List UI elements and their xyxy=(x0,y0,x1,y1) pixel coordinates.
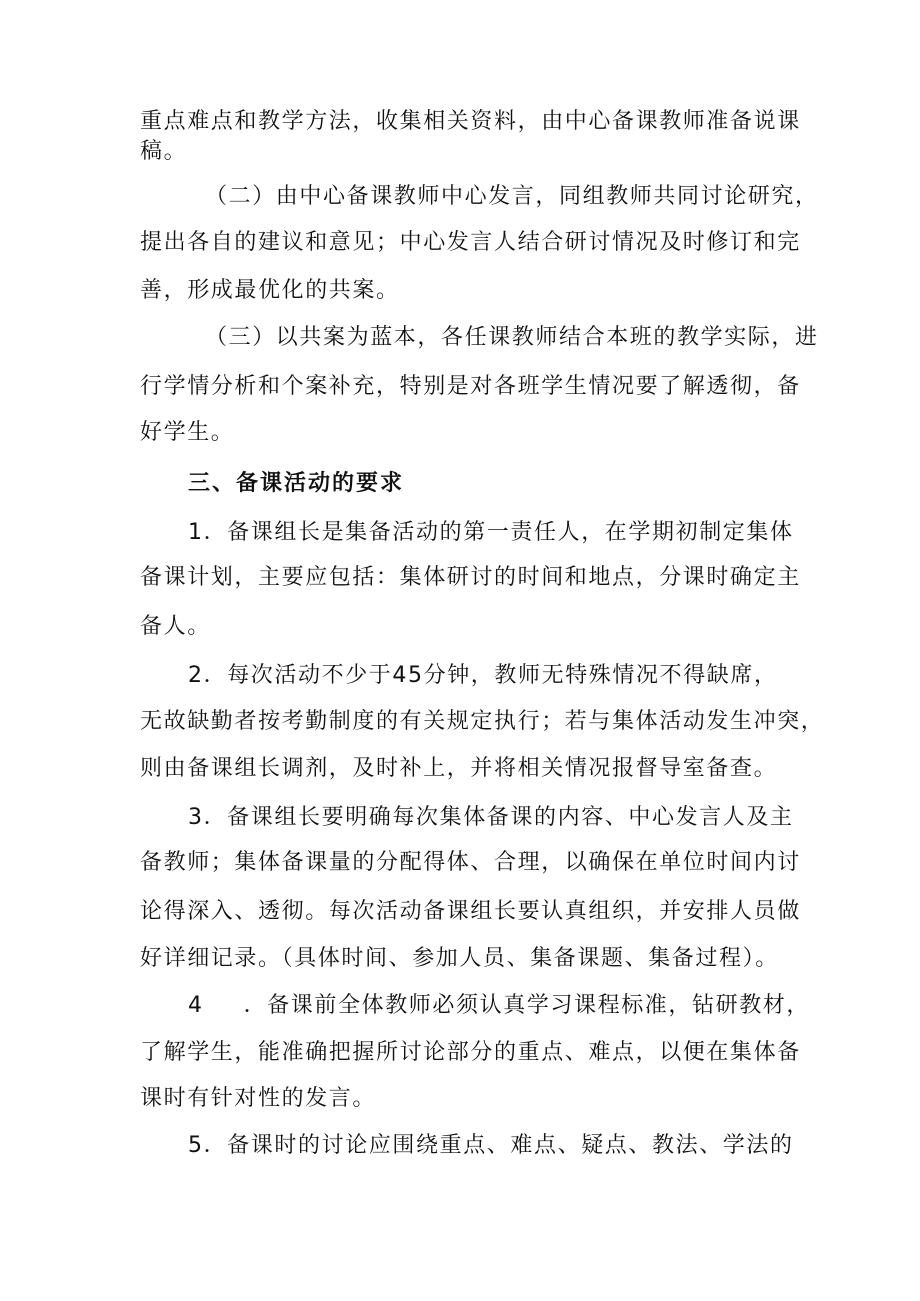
text-line: 善，形成最优化的共案。 xyxy=(140,278,400,303)
item-number: 4 xyxy=(188,993,204,1018)
text-line: （三）以共案为蓝本，各任课教师结合本班的教学实际，进 xyxy=(205,325,819,350)
text-line: 备教师；集体备课量的分配得体、合理，以确保在单位时间内讨 xyxy=(140,850,801,875)
text-line: 了解学生，能准确把握所讨论部分的重点、难点，以便在集体备 xyxy=(140,1040,801,1065)
text-line: 1．备课组长是集备活动的第一责任人，在学期初制定集体 xyxy=(188,520,794,545)
text-line: 无故缺勤者按考勤制度的有关规定执行；若与集体活动发生冲突， xyxy=(140,709,825,734)
text-line: 好详细记录。（具体时间、参加人员、集备课题、集备过程）。 xyxy=(140,946,779,971)
text-line: 重点难点和教学方法，收集相关资料，由中心备课教师准备说课 xyxy=(140,109,801,134)
text-line: 则由备课组长调剂，及时补上，并将相关情况报督导室备查。 xyxy=(140,756,778,781)
text-line: 提出各自的建议和意见；中心发言人结合研讨情况及时修订和完 xyxy=(140,230,801,255)
text-line xyxy=(188,991,810,1021)
text-line: 稿。 xyxy=(140,139,188,164)
text-line: （二）由中心备课教师中心发言，同组教师共同讨论研究， xyxy=(205,184,819,209)
text-line: 行学情分析和个案补充，特别是对各班学生情况要了解透彻，备 xyxy=(140,374,801,399)
item-text: ．备课前全体教师必须认真学习课程标准，钻研教材， xyxy=(243,993,811,1018)
text-line: 5．备课时的讨论应围绕重点、难点、疑点、教法、学法的 xyxy=(188,1133,794,1158)
text-line: 备人。 xyxy=(140,614,211,639)
section-heading: 三、备课活动的要求 xyxy=(188,471,405,496)
text-line: 课时有针对性的发言。 xyxy=(140,1086,377,1111)
text-line: 备课计划，主要应包括：集体研讨的时间和地点，分课时确定主 xyxy=(140,565,801,590)
text-line: 3．备课组长要明确每次集体备课的内容、中心发言人及主 xyxy=(188,805,794,830)
text-line: 好学生。 xyxy=(140,420,235,445)
text-line: 论得深入、透彻。每次活动备课组长要认真组织，并安排人员做 xyxy=(140,899,801,924)
text-line: 2．每次活动不少于45分钟，教师无特殊情况不得缺席， xyxy=(188,663,778,688)
